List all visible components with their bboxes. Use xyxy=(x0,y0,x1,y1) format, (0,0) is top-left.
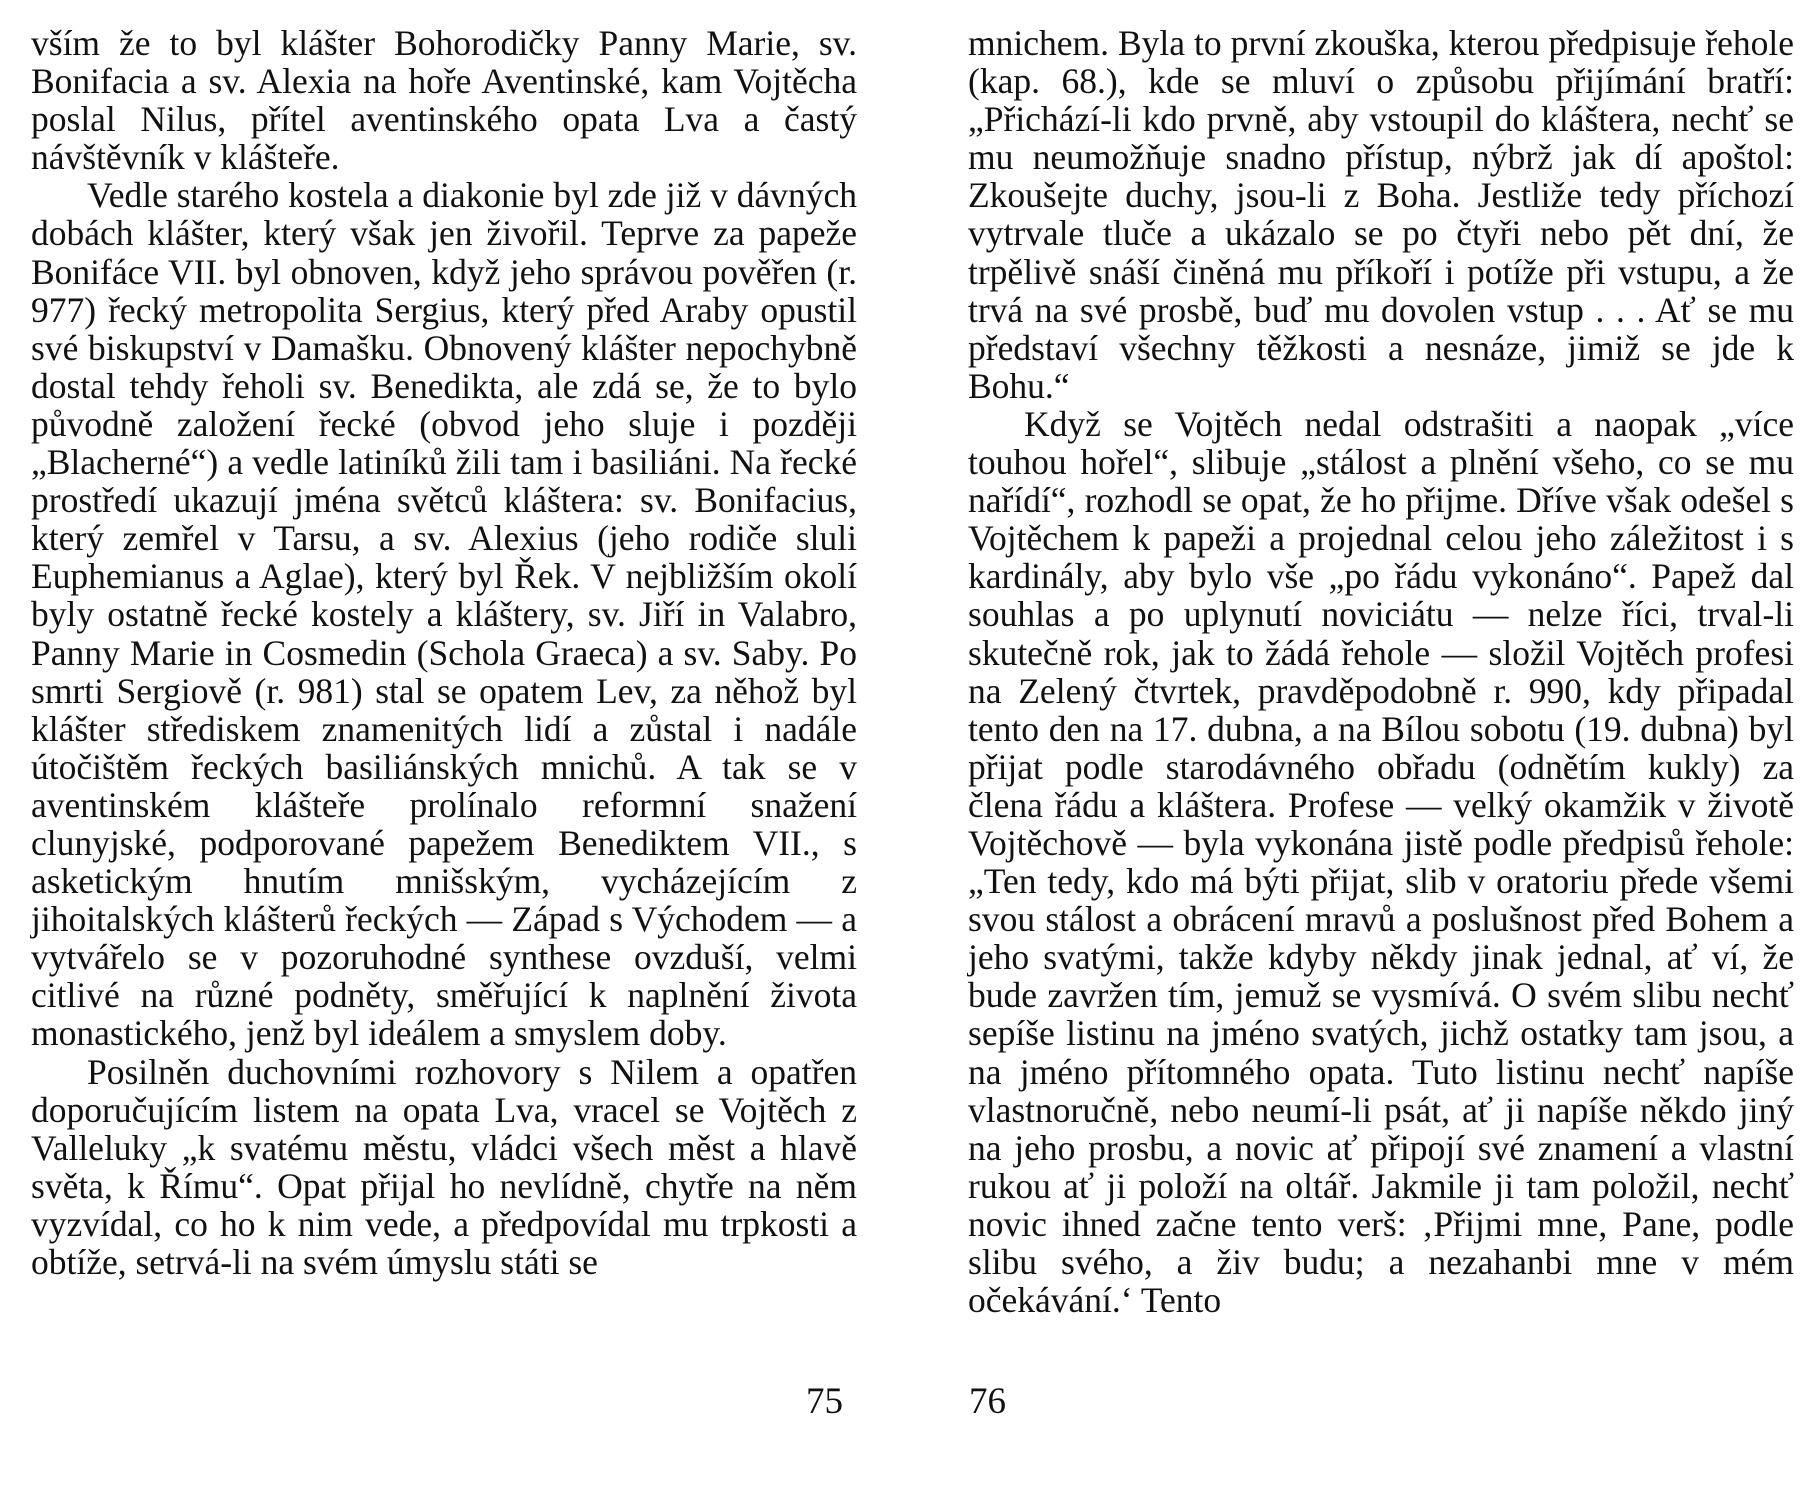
right-page xyxy=(968,24,1794,1319)
left-paragraph-return-to-rome: Posilněn duchovními rozhovory s Nilem a opatřen doporučujícím listem na opata Lva, vracel se Vojtěch z Valleluky „k svatému městu, vládci všech měst a hlavě světa, k Římu“. Opat přijal ho nevlídně, chytře na něm vyzvídal, co ho k nim vede, a předpovídal mu trpkosti a obtíže, setrvá-li na svém úmyslu státi se xyxy=(31,1051,857,1282)
left-paragraph-monastery-history: Vedle starého kostela a diakonie byl zde již v dávných dobách klášter, který však jen živořil. Teprve za papeže Bonifáce VII. byl obnoven, když jeho správou pověřen (r. 977) řecký metropolita Sergius, který před Araby opustil své biskupství v Damašku. Obnovený klášter nepochybně dostal tehdy řeholi sv. Benedikta, ale zdá se, že to bylo původně založení řecké (obvod jeho sluje i později „Blacherné“) a vedle latiníků žili tam i basiliáni. Na řecké prostředí ukazují jména světců kláštera: sv. Bonifacius, který zemřel v Tarsu, a sv. Alexius (jeho rodiče sluli Euphemianus a Aglae), který byl Řek. V nejbližším okolí byly ostatně řecké kostely a kláštery, sv. Jiří in Valabro, Panny Marie in Cosmedin (Schola Graeca) a sv. Saby. Po smrti Sergiově (r. 981) stal se opatem Lev, za něhož byl klášter střediskem znamenitých lidí a zůstal i nadále útočištěm řeckých basiliánských mnichů. A tak se v aventinském klášteře prolínalo reformní snažení clunyjské, podporované papežem Benediktem VII., s asketickým hnutím mnišským, vycházejícím z jihoitalských klášterů řeckých — Západ s Východem — a vytvářelo se v pozoruhodné synthese ovzduší, velmi citlivé na různé podněty, směřující k naplnění života monastického, jenž byl ideálem a smyslem doby. xyxy=(31,175,857,1054)
page-number-right: 76 xyxy=(969,1381,1006,1422)
right-paragraph-continued: mnichem. Byla to první zkouška, kterou předpisuje řehole (kap. 68.), kde se mluví o způsobu přijímání bratří: „Přichází-li kdo prvně, aby vstoupil do kláštera, nechť se mu neumožňuje snadno přístup, nýbrž jak dí apoštol: Zkoušejte duchy, jsou-li z Boha. Jestliže tedy příchozí vytrvale tluče a ukázalo se po čtyři nebo pět dní, že trpělivě snáší činěná mu příkoří i potíže při vstupu, a že trvá na své prosbě, buď mu dovolen vstup . . . Ať se mu představí všechny těžkosti a nesnáze, jimiž se jde k Bohu.“ xyxy=(968,23,1794,406)
left-page xyxy=(31,24,857,1281)
right-paragraph-profession: Když se Vojtěch nedal odstrašiti a naopak „více touhou hořel“, slibuje „stálost a plnění všeho, co se mu nařídí“, rozhodl se opat, že ho přijme. Dříve však odešel s Vojtěchem k papeži a projednal celou jeho záležitost i s kardinály, aby bylo vše „po řádu vykonáno“. Papež dal souhlas a po uplynutí noviciátu — nelze říci, trval-li skutečně rok, jak to žádá řehole — složil Vojtěch profesi na Zelený čtvrtek, pravděpodobně r. 990, kdy připadal tento den na 17. dubna, a na Bílou sobotu (19. dubna) byl přijat podle starodávného obřadu (odnětím kukly) za člena řádu a kláštera. Profese — velký okamžik v životě Vojtěchově — byla vykonána jistě podle předpisů řehole: „Ten tedy, kdo má býti přijat, slib v oratoriu přede všemi svou stálost a obrácení mravů a poslušnost před Bohem a jeho svatými, takže kdyby někdy jinak jednal, ať ví, že bude zavržen tím, jemuž se vysmívá. O svém slibu nechť sepíše listinu na jméno svatých, jichž ostatky tam jsou, a na jméno přítomného opata. Tuto listinu nechť napíše vlastnoručně, nebo neumí-li psát, ať ji napíše někdo jiný na jeho prosbu, a novic ať připojí své znamení a vlastní rukou ať ji položí na oltář. Jakmile ji tam položil, nechť novic ihned začne tento verš: ‚Přijmi mne, Pane, podle slibu svého, a živ budu; a nezahanbi mne v mém očekávání.‘ Tento xyxy=(968,403,1794,1321)
page-number-left: 75 xyxy=(806,1381,843,1422)
left-paragraph-continued: vším že to byl klášter Bohorodičky Panny Marie, sv. Bonifacia a sv. Alexia na hoře Aventinské, kam Vojtěcha poslal Nilus, přítel aventinského opata Lva a častý návštěvník v klášteře. xyxy=(31,23,857,178)
